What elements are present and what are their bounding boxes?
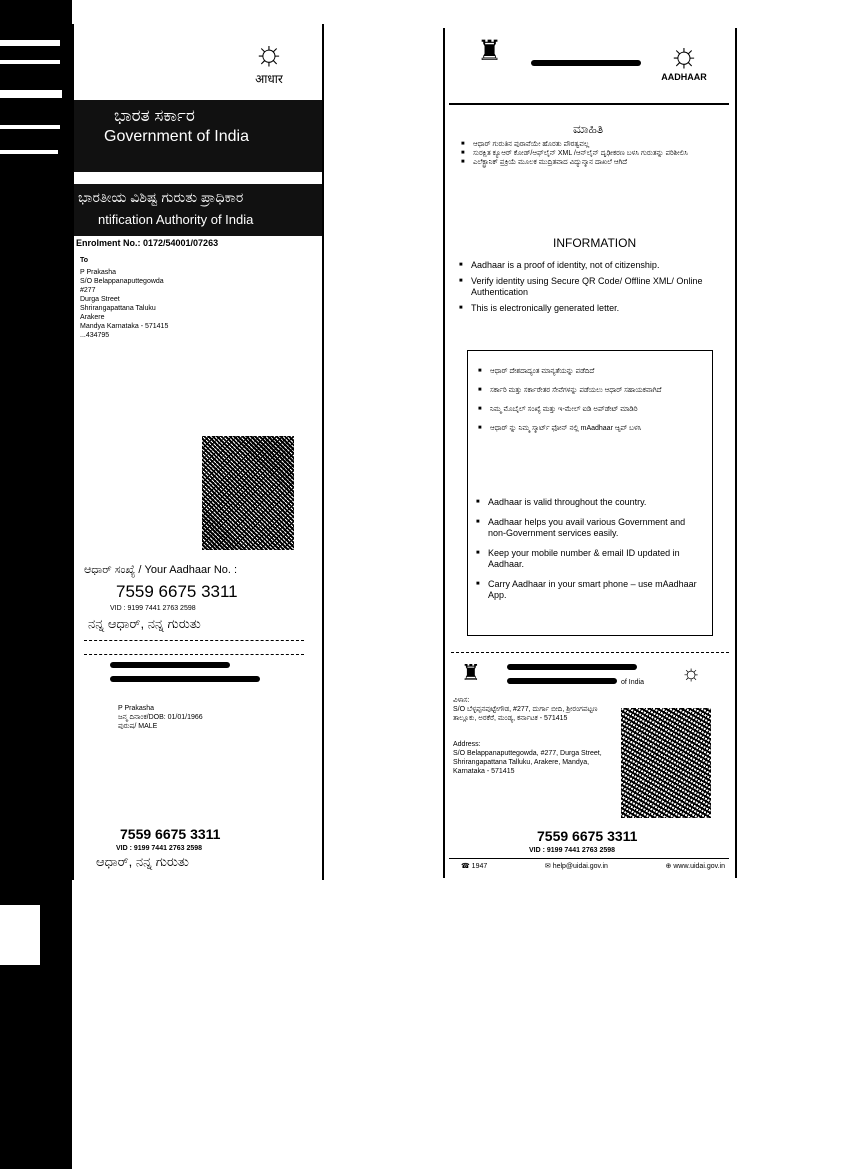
footer-contacts <box>461 862 725 871</box>
redacted-text <box>110 662 230 668</box>
cut-line <box>84 640 304 641</box>
back-vid: VID : 9199 7441 2763 2598 <box>529 847 616 854</box>
aadhaar-letter-back <box>443 28 737 878</box>
back-aadhaar-number: 7559 6675 3311 <box>537 828 638 844</box>
box-list: ■ Aadhaar is valid throughout the country. ■ Aadhaar helps you avail various Government and non-Government services easily. ■ Keep your mobile number & email ID updated in Aadhaar. ■ Carry Aadhaar in your smart phone – use mAadhaar App. <box>476 497 704 601</box>
emblem-icon-small: ♜ <box>461 660 481 685</box>
emblem-icon: ♜ <box>477 35 503 66</box>
info-list-kannada: ■ ಆಧಾರ್ ಗುರುತಿನ ಪುರಾವೆಯೇ ಹೊರತು ಪೌರತ್ವವಲ್ಲ ■ ಸುರಕ್ಷಿತ ಕ್ಯೂಆರ್ ಕೋಡ್/ಆಫ್‌ಲೈನ್ XML /ಆನ್‌ಲೈನ್ ದೃಢೀಕರಣ ಬಳಸಿ ಗುರುತನ್ನು ಪರಿಶೀಲಿಸಿ ■ ಎಲೆಕ್ಟ್ರಾನಿಕ್ ಪ್ರಕ್ರಿಯೆ ಮೂಲಕ ಮುದ್ರಿತವಾದ ವಿದ್ಯುನ್ಮಾನ ದಾಖಲೆ ಆಗಿದೆ <box>461 140 701 167</box>
qr-code <box>202 436 294 550</box>
english-address: Address: S/O Belappanaputtegowda, #277, Durga Street, Shrirangapattana Talluku, Arakere, Mandya, Karnataka - 571415 <box>453 741 602 775</box>
cut-line-right <box>451 652 729 653</box>
aadhaar-letter-front <box>72 24 324 880</box>
government-band: ಭಾರತ ಸರ್ಕಾರ Government of India <box>74 100 322 172</box>
kannada-address: ವಿಳಾಸ: S/O ಬೆಳ್ಳಪ್ಪನಪುಟ್ಟೇಗೌಡ, #277, ದುರ್ಗಾ ಬೀದಿ, ಶ್ರೀರಂಗಪಟ್ಟಣ ತಾಲ್ಲೂಕು, ಅರಕೆರೆ, ಮಂಡ್ಯ, ಕರ್ನಾಟಕ - 571415 <box>453 697 598 722</box>
redacted-header <box>531 60 641 66</box>
aadhaar-number-label: ಆಧಾರ್ ಸಂಖ್ಯೆ / Your Aadhaar No. : <box>84 564 238 576</box>
header-rule <box>449 103 729 105</box>
aadhaar-logo-small: ☼ <box>681 660 702 685</box>
info-box <box>467 350 713 636</box>
authority-band: ಭಾರತೀಯ ವಿಶಿಷ್ಟ ಗುರುತು ಪ್ರಾಧಿಕಾರ ntification Authority of India <box>74 184 322 236</box>
recipient-address: P Prakasha S/O Belappanaputtegowda #277 Durga Street Shrirangapattana Taluku Arakere Mandya Karnataka - 571415 ...434795 <box>80 269 169 339</box>
cut-line-2 <box>84 654 304 655</box>
qr-code-right <box>621 708 711 818</box>
info-heading-kannada: ಮಾಹಿತಿ <box>573 122 604 136</box>
vid-number: VID : 9199 7441 2763 2598 <box>110 605 196 612</box>
tagline: ನನ್ನ ಆಧಾರ್, ನನ್ನ ಗುರುತು <box>88 616 201 631</box>
redacted-gov <box>507 664 637 670</box>
aadhaar-logo-right: ☼ AADHAAR <box>649 38 719 82</box>
scan-black-edge <box>0 0 72 1169</box>
card-vid: VID : 9199 7441 2763 2598 <box>116 845 203 852</box>
email-icon: ✉ help@uidai.gov.in <box>544 863 608 870</box>
info-list: ■ Aadhaar is a proof of identity, not of citizenship. ■ Verify identity using Secure QR Code/ Offline XML/ Online Authentication ■ This is electronically generated letter. <box>459 260 729 314</box>
redacted-authority <box>507 678 617 684</box>
phone-icon: ☎ 1947 <box>461 863 488 870</box>
aadhaar-logo: ☼ आधार <box>234 36 304 87</box>
sun-fingerprint-icon: ☼ <box>253 34 285 72</box>
footer-rule <box>449 858 729 859</box>
gov-footer: of India <box>621 679 644 686</box>
redacted-text-2 <box>110 676 260 682</box>
card-aadhaar-number: 7559 6675 3311 <box>120 826 221 842</box>
box-list-kannada: ■ ಆಧಾರ್ ದೇಶದಾದ್ಯಂತ ಮಾನ್ಯತೆಯನ್ನು ಪಡೆದಿದೆ ■ ಸರ್ಕಾರಿ ಮತ್ತು ಸರ್ಕಾರೇತರ ಸೇವೆಗಳನ್ನು ಪಡೆಯಲು ಆಧಾರ್ ಸಹಾಯಕವಾಗಿದೆ ■ ನಿಮ್ಮ ಮೊಬೈಲ್ ಸಂಖ್ಯೆ ಮತ್ತು ಇ-ಮೇಲ್ ಐಡಿ ಅಪ್‌ಡೇಟ್ ಮಾಡಿರಿ ■ ಆಧಾರ್ ನ್ನು ನಿಮ್ಮ ಸ್ಮಾರ್ಟ್ ಫೋನ್ ನಲ್ಲಿ mAadhaar ಆ್ಯಪ್ ಬಳಸಿ <box>478 367 698 433</box>
sun-fingerprint-icon: ☼ <box>668 36 700 74</box>
card-tagline: ಆಧಾರ್, ನನ್ನ ಗುರುತು <box>96 854 189 869</box>
web-icon: ⊕ www.uidai.gov.in <box>665 863 725 870</box>
enrolment-number: Enrolment No.: 0172/54001/07263 <box>76 238 219 248</box>
aadhaar-number: 7559 6675 3311 <box>116 582 238 601</box>
info-heading: INFORMATION <box>553 236 637 250</box>
holder-details: P Prakasha ಜನ್ಮ ದಿನಾಂಕ/DOB: 01/01/1966 ಪುರುಷ/ MALE <box>118 705 203 730</box>
to-label: To <box>80 257 89 264</box>
